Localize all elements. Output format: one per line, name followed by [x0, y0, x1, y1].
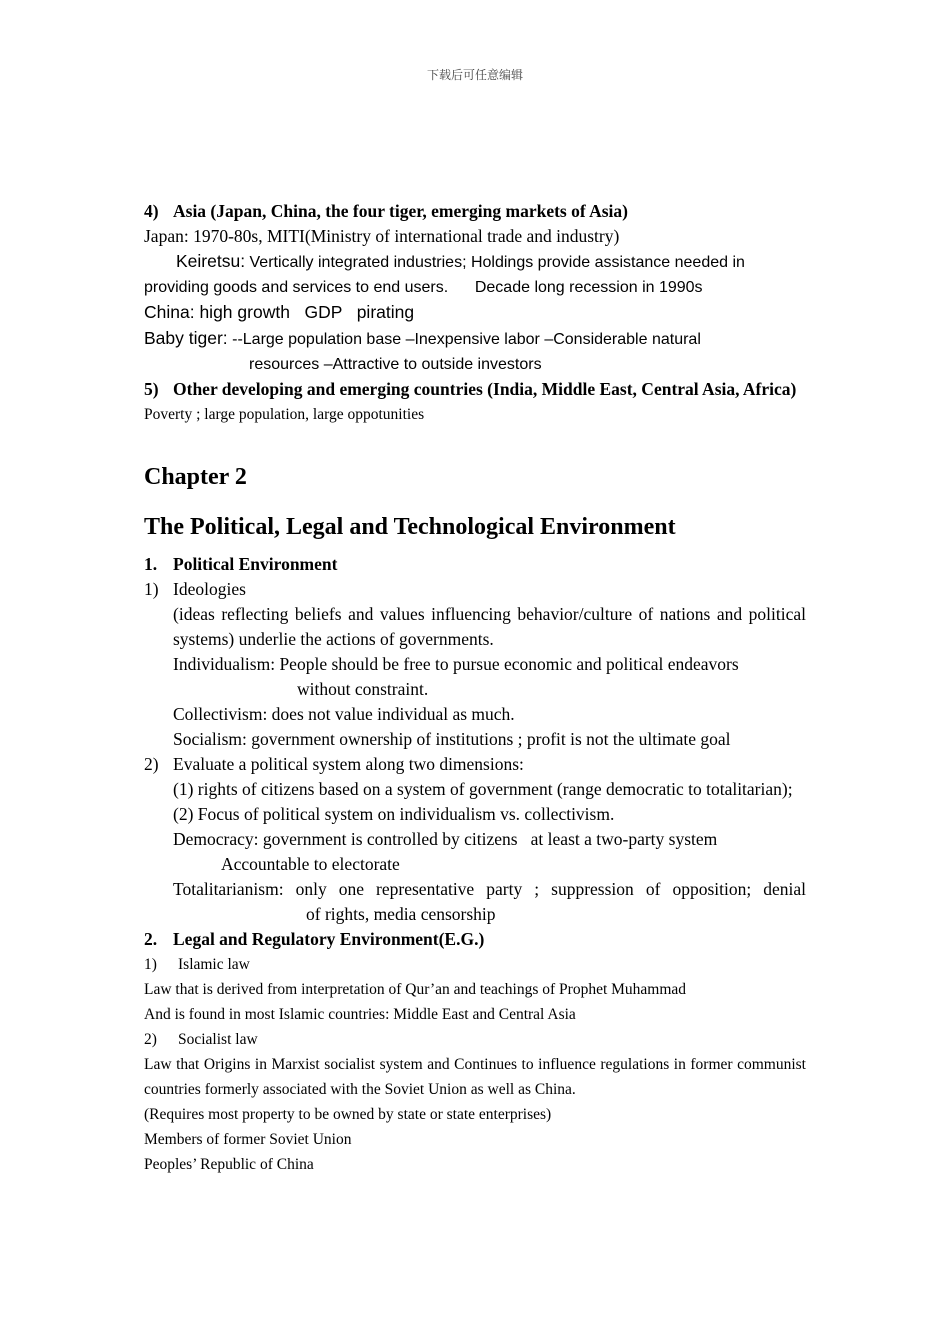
socialist-text-2: (Requires most property to be owned by state or state enterprises) — [144, 1106, 552, 1123]
political-item-1: 1) Ideologies — [144, 579, 246, 599]
ideologies-text: (ideas reflecting beliefs and values influencing behavior/culture of nations and political systems) underlie the actions of governments. — [173, 604, 806, 649]
democracy-text: Democracy: government is controlled by citizens at least a two-party system — [173, 829, 718, 849]
legal-heading: 2. Legal and Regulatory Environment(E.G.) — [144, 929, 485, 949]
asia-keiretsu: Keiretsu: Vertically integrated industries; Holdings provide assistance needed in — [176, 251, 745, 271]
political-item-2: 2) Evaluate a political system along two dimensions: — [144, 754, 524, 774]
dimension-2-text: (2) Focus of political system on individualism vs. collectivism. — [173, 804, 615, 824]
legal-item-2: 2) Socialist law — [144, 1031, 258, 1048]
asia-japan: Japan: 1970-80s, MITI(Ministry of international trade and industry) — [144, 226, 620, 246]
asia-baby-tiger: Baby tiger: --Large population base –Inexpensive labor –Considerable natural — [144, 328, 701, 348]
asia-keiretsu-cont: providing goods and services to end users. Decade long recession in 1990s — [144, 279, 703, 296]
totalitarianism-cont: of rights, media censorship — [306, 904, 496, 924]
chapter-title: The Political, Legal and Technological Environment — [144, 514, 676, 540]
asia-baby-tiger-cont: resources –Attractive to outside investors — [249, 356, 542, 373]
socialist-text-4: Peoples’ Republic of China — [144, 1156, 314, 1173]
individualism-cont: without constraint. — [297, 679, 429, 699]
section-other-heading: 5) Other developing and emerging countries (India, Middle East, Central Asia, Africa) — [144, 379, 797, 399]
asia-china: China: high growth GDP pirating — [144, 302, 415, 322]
islamic-text-1: Law that is derived from interpretation of Qur’an and teachings of Prophet Muhammad — [144, 981, 687, 998]
page-header: 下载后可任意编辑 — [426, 68, 523, 82]
socialist-text-1: Law that Origins in Marxist socialist system and Continues to influence regulations in former communist countries formerly associated with the Soviet Union as well as China. — [144, 1056, 806, 1098]
individualism-text: Individualism: People should be free to pursue economic and political endeavors — [173, 654, 739, 674]
legal-item-1: 1) Islamic law — [144, 956, 250, 973]
islamic-text-2: And is found in most Islamic countries: Middle East and Central Asia — [144, 1006, 576, 1023]
collectivism-text: Collectivism: does not value individual as much. — [173, 704, 515, 724]
democracy-cont: Accountable to electorate — [221, 854, 400, 874]
document-body — [144, 199, 806, 1177]
totalitarianism-text: Totalitarianism: only one representative party ; suppression of opposition; denial — [173, 879, 806, 899]
socialism-text: Socialism: government ownership of institutions ; profit is not the ultimate goal — [173, 729, 731, 749]
other-text: Poverty ; large population, large oppotunities — [144, 406, 425, 423]
socialist-text-3: Members of former Soviet Union — [144, 1131, 352, 1148]
chapter-label: Chapter 2 — [144, 464, 247, 490]
dimension-1-text: (1) rights of citizens based on a system of government (range democratic to totalitarian); — [173, 779, 793, 799]
political-heading: 1. Political Environment — [144, 554, 338, 574]
section-asia-heading: 4) Asia (Japan, China, the four tiger, emerging markets of Asia) — [144, 201, 628, 221]
